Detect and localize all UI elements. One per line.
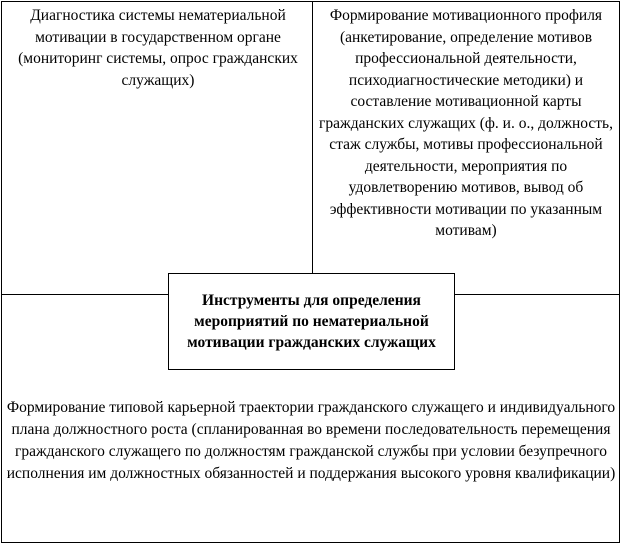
diagram-frame [1,1,620,543]
top-left-cell-text: Диагностика системы нематериальной мотивации в государственном органе (мониторинг системы, опрос гражданских служащих) [18,7,298,89]
vertical-divider [312,2,313,294]
bottom-cell-text: Формирование типовой карьерной траектории гражданского служащего и индивидуального плана должностного роста (спланированная во времени последовательность перемещения гражданского служащего по должностям гражданской службы при условии безупречного исполнения им должностных обязанностей и поддержания высокого уровня квалификации) [6,399,616,482]
center-box [168,273,455,370]
top-right-cell-text: Формирование мотивационного профиля (анкетирование, определение мотивов профессиональной деятельности, психодиагностические методики) и составление мотивационной карты гражданских служащих (ф. и. о., должность, стаж службы, мотивы профессиональной деятельности, мероприятия по удовлетворению мотивов, вывод об эффективности мотивации по указанным мотивам) [319,7,613,239]
center-box-text: Инструменты для определения мероприятий по нематериальной мотивации гражданских служащих [187,292,436,351]
